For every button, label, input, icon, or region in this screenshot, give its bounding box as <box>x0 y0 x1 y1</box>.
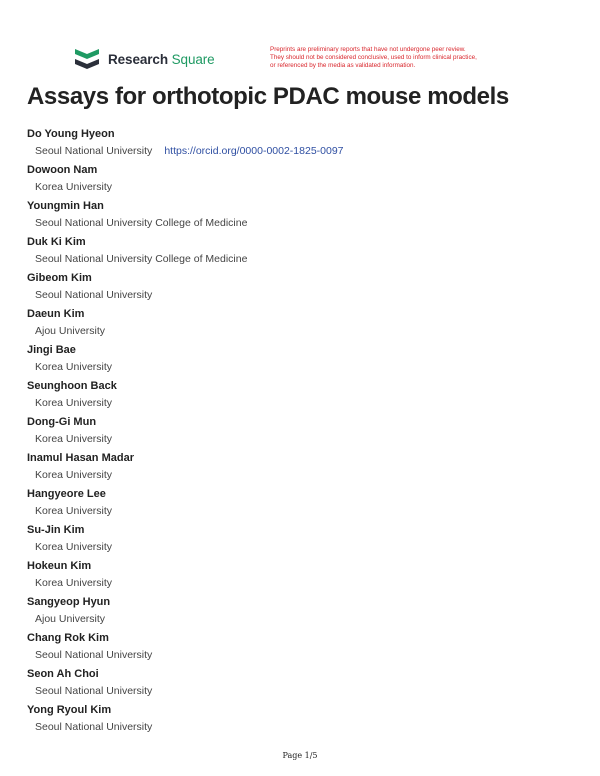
author-affiliation: Ajou University <box>35 613 106 625</box>
author-name: Hangyeore Lee <box>27 488 106 500</box>
author-name: Su-Jin Kim <box>27 524 85 536</box>
author-name: Sangyeop Hyun <box>27 596 111 608</box>
author-affiliation: Korea University <box>35 505 113 517</box>
author-entry <box>27 450 567 486</box>
author-affiliation: Seoul National University <box>35 649 153 661</box>
author-entry <box>27 414 567 450</box>
header <box>74 46 544 74</box>
author-entry <box>27 378 567 414</box>
author-entry <box>27 162 567 198</box>
author-affiliation: Seoul National University College of Medicine <box>35 253 248 265</box>
author-name: Gibeom Kim <box>27 272 92 284</box>
author-affiliation: Korea University <box>35 433 113 445</box>
paper-title: Assays for orthotopic PDAC mouse models <box>27 83 509 110</box>
author-entry <box>27 234 567 270</box>
disclaimer-line: or referenced by the media as validated information. <box>270 62 416 69</box>
author-entry <box>27 342 567 378</box>
author-name: Duk Ki Kim <box>27 236 86 248</box>
author-affiliation-row <box>27 143 567 160</box>
author-affiliation: Seoul National University College of Medicine <box>35 217 248 229</box>
author-name: Youngmin Han <box>27 200 104 212</box>
author-affiliation: Korea University <box>35 577 113 589</box>
author-entry <box>27 702 567 738</box>
author-name: Inamul Hasan Madar <box>27 452 134 464</box>
author-entry <box>27 306 567 342</box>
author-affiliation: Seoul National University <box>35 685 153 697</box>
author-name: Yong Ryoul Kim <box>27 704 112 716</box>
author-name: Seunghoon Back <box>27 380 117 392</box>
research-square-logo-icon <box>74 48 100 70</box>
author-affiliation: Seoul National University <box>35 721 153 733</box>
author-affiliation: Korea University <box>35 541 113 553</box>
author-affiliation: Ajou University <box>35 325 106 337</box>
logo-word-square: Square <box>171 51 215 67</box>
author-affiliation: Seoul National University <box>35 289 153 301</box>
disclaimer-line: They should not be considered conclusive, used to inform clinical practice, <box>270 54 477 61</box>
author-name: Dong-Gi Mun <box>27 416 97 428</box>
author-entry <box>27 522 567 558</box>
author-name: Daeun Kim <box>27 308 85 320</box>
author-entry <box>27 270 567 306</box>
orcid-link[interactable]: https://orcid.org/0000-0002-1825-0097 <box>164 145 344 157</box>
author-affiliation: Korea University <box>35 181 113 193</box>
author-affiliation: Korea University <box>35 361 113 373</box>
author-entry <box>27 630 567 666</box>
author-name: Chang Rok Kim <box>27 632 109 644</box>
author-entry <box>27 594 567 630</box>
logo-wordmark <box>108 52 215 67</box>
author-affiliation: Korea University <box>35 397 113 409</box>
logo-word-research: Research <box>108 51 168 67</box>
author-list <box>27 126 567 738</box>
author-name: Hokeun Kim <box>27 560 92 572</box>
author-name: Seon Ah Choi <box>27 668 99 680</box>
disclaimer-line: Preprints are preliminary reports that have not undergone peer review. <box>270 46 466 53</box>
author-entry <box>27 558 567 594</box>
author-entry <box>27 126 567 162</box>
author-affiliation: Korea University <box>35 469 113 481</box>
author-affiliation: Seoul National University <box>35 145 153 157</box>
author-name: Dowoon Nam <box>27 164 98 176</box>
author-name: Do Young Hyeon <box>27 128 115 140</box>
research-square-logo[interactable] <box>74 48 215 70</box>
author-entry <box>27 486 567 522</box>
author-name: Jingi Bae <box>27 344 76 356</box>
page-number: Page 1/5 <box>282 751 318 760</box>
author-entry <box>27 198 567 234</box>
preprint-disclaimer <box>270 46 540 70</box>
author-entry <box>27 666 567 702</box>
